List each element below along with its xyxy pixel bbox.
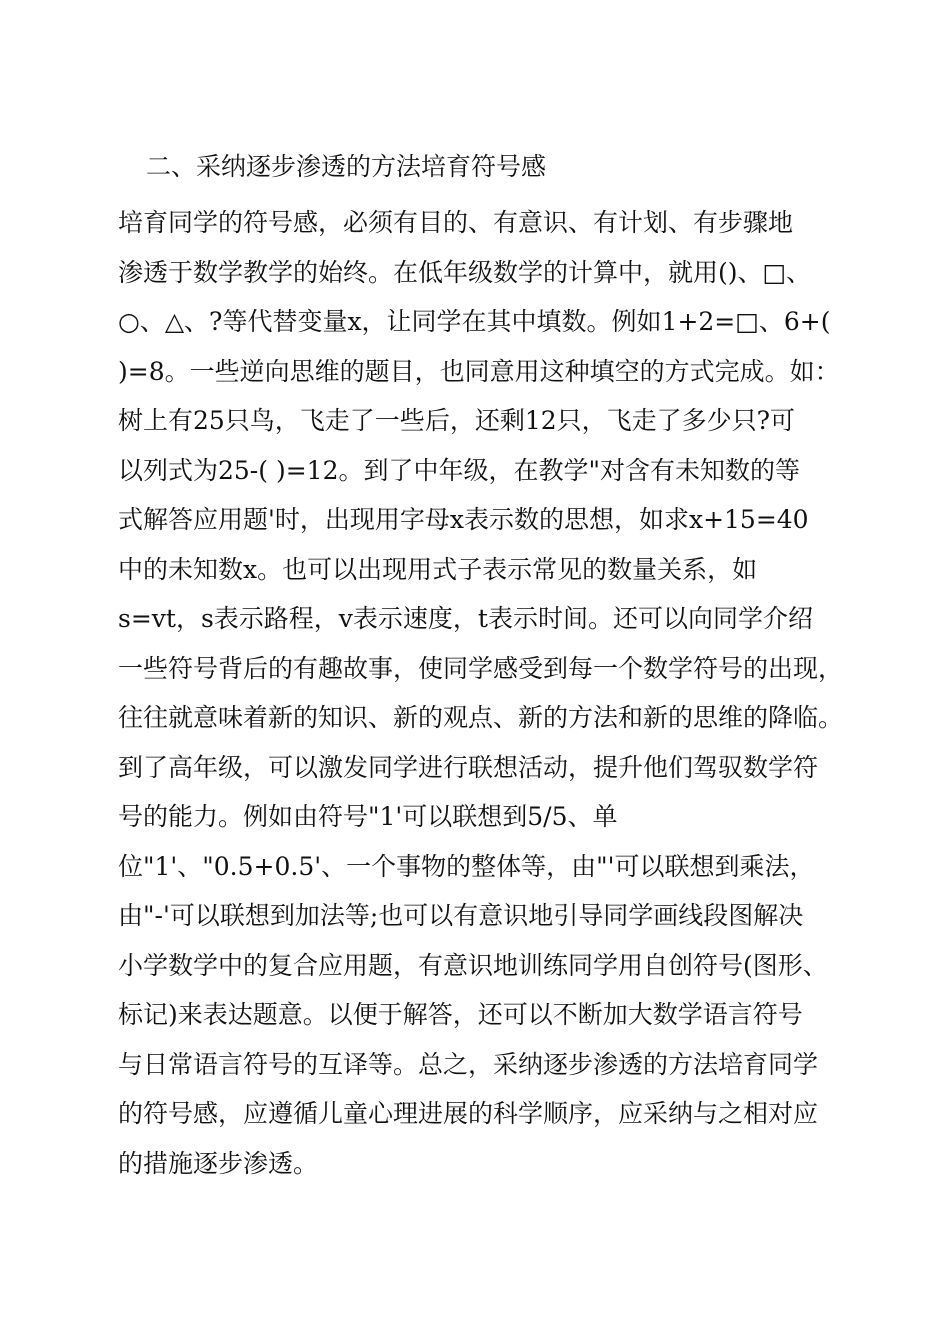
body-paragraph: [118, 198, 848, 1188]
text-line: 往往就意味着新的知识、新的观点、新的方法和新的思维的降临。: [118, 703, 844, 732]
text-line: 中的未知数x。也可以出现用式子表示常见的数量关系，如: [118, 554, 758, 584]
text-line: 一些符号背后的有趣故事，使同学感受到每一个数学符号的出现，: [118, 653, 844, 683]
text-line: )=8。一些逆向思维的题目，也同意用这种填空的方式完成。如：: [118, 356, 840, 386]
text-line: 的符号感，应遵循儿童心理进展的科学顺序，应采纳与之相对应: [118, 1099, 819, 1128]
text-line: 由"-'可以联想到加法等;也可以有意识地引导同学画线段图解决: [118, 901, 804, 930]
text-line: 以列式为25-( )=12。到了中年级，在教学"对含有未知数的等: [118, 455, 800, 485]
text-line: 式解答应用题'时，出现用字母x表示数的思想，如求x+15=40: [118, 505, 809, 534]
text-line: 渗透于数学教学的始终。在低年级数学的计算中，就用()、□、: [118, 257, 812, 287]
text-line: s=vt，s表示路程，v表示速度，t表示时间。还可以向同学介绍: [118, 604, 813, 633]
text-line: 树上有25只鸟，飞走了一些后，还剩12只，飞走了多少只?可: [118, 406, 796, 435]
text-line: 小学数学中的复合应用题，有意识地训练同学用自创符号(图形、: [118, 950, 828, 980]
text-line: 到了高年级，可以激发同学进行联想活动，提升他们驾驭数学符: [118, 752, 819, 782]
text-line: ○、△、?等代替变量x，让同学在其中填数。例如1+2=□、6+(: [118, 307, 831, 336]
text-line: 培育同学的符号感，必须有目的、有意识、有计划、有步骤地: [118, 208, 794, 237]
text-line: 的措施逐步渗透。: [118, 1148, 319, 1178]
text-line: 标记)来表达题意。以便于解答，还可以不断加大数学语言符号: [118, 1000, 803, 1029]
section-heading: 二、采纳逐步渗透的方法培育符号感: [146, 152, 547, 181]
text-line: 号的能力。例如由符号"1'可以联想到5/5、单: [118, 802, 618, 831]
text-line: 位"1'、"0.5+0.5'、一个事物的整体等，由"'可以联想到乘法，: [118, 851, 815, 881]
text-line: 与日常语言符号的互译等。总之，采纳逐步渗透的方法培育同学: [118, 1049, 819, 1079]
